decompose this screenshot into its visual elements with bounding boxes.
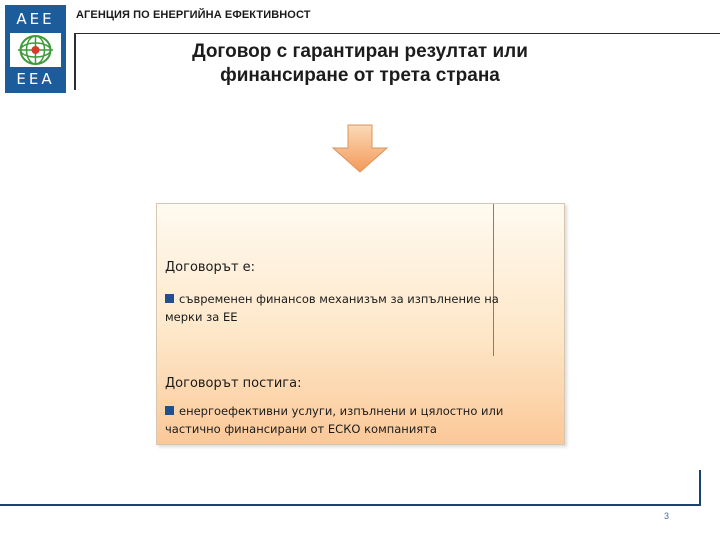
heading-contract-is: Договорът е: xyxy=(165,260,256,275)
page-number: 3 xyxy=(664,511,670,521)
square-bullet-icon xyxy=(165,294,174,303)
logo-top-text: AEE xyxy=(16,10,55,28)
logo-bottom-text: EEA xyxy=(16,70,55,88)
list-item-energy-services xyxy=(165,402,560,438)
slide-title-line1: Договор с гарантиран резултат или xyxy=(192,41,528,62)
box-inner-divider xyxy=(493,204,494,356)
header-divider-horizontal xyxy=(76,33,720,34)
logo-emblem xyxy=(10,33,61,67)
contract-description-box xyxy=(156,203,565,445)
list-item-text: енергоефективни услуги, изпълнени и цялостно или xyxy=(179,404,504,418)
list-item-text: съвременен финансов механизъм за изпълнение на xyxy=(179,292,499,306)
down-arrow-icon xyxy=(331,124,389,174)
square-bullet-icon xyxy=(165,406,174,415)
aee-logo xyxy=(5,5,66,93)
list-item-text-continuation: мерки за ЕЕ xyxy=(165,310,238,324)
agency-name: АГЕНЦИЯ ПО ЕНЕРГИЙНА ЕФЕКТИВНОСТ xyxy=(76,9,311,21)
logo-globe-icon xyxy=(10,33,61,67)
footer-divider-vertical xyxy=(699,470,701,506)
slide-title xyxy=(120,40,600,88)
header-divider-vertical xyxy=(74,33,76,90)
list-item-text-continuation: частично финансирани от ЕСКО компанията xyxy=(165,422,437,436)
slide-title-line2: финансиране от трета страна xyxy=(220,65,500,86)
list-item-modern-mechanism xyxy=(165,290,560,326)
heading-contract-achieves: Договорът постига: xyxy=(165,376,302,391)
footer-divider-horizontal xyxy=(0,504,701,506)
